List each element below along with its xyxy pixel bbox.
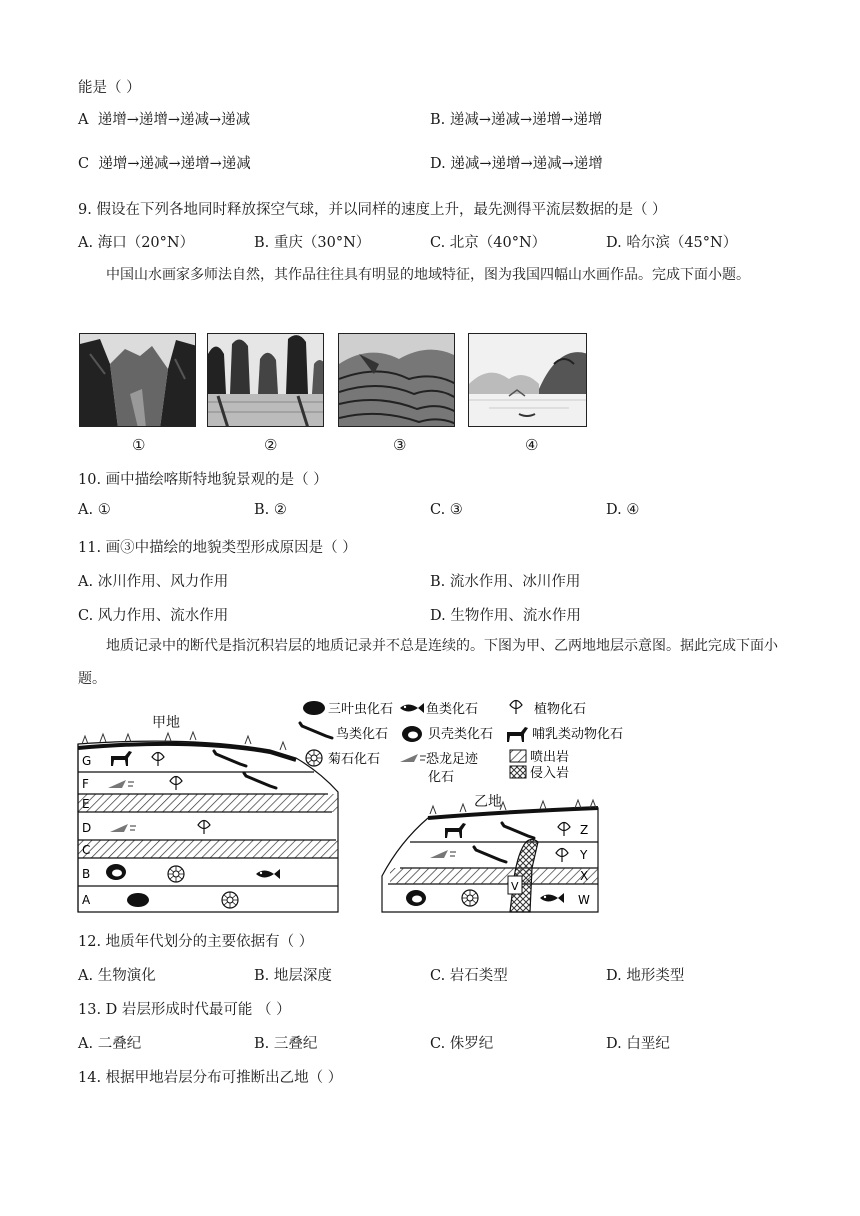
option-text: ② bbox=[273, 502, 287, 518]
option-label: B. bbox=[254, 968, 270, 984]
option-text: 递减→递增→递减→递增 bbox=[450, 156, 603, 172]
option-text: 岩石类型 bbox=[449, 968, 508, 984]
option-text: 白垩纪 bbox=[626, 1036, 670, 1052]
option-text: 三叠纪 bbox=[273, 1036, 318, 1052]
legend-fish: 鱼类化石 bbox=[426, 702, 479, 717]
legend-shell: 贝壳类化石 bbox=[428, 727, 494, 742]
site-b-strata bbox=[382, 800, 598, 912]
option-label: A. bbox=[78, 502, 94, 518]
layer-e-label: E bbox=[82, 797, 90, 811]
q8-option-d[interactable] bbox=[430, 152, 603, 173]
q12-stem: 12. 地质年代划分的主要依据有（ ） bbox=[78, 934, 314, 950]
layer-a-label: A bbox=[82, 893, 91, 907]
site-a-strata bbox=[78, 732, 338, 912]
legend-bird: 鸟类化石 bbox=[336, 727, 389, 742]
q13-option-c[interactable] bbox=[430, 1032, 493, 1053]
option-label: D. bbox=[606, 235, 622, 251]
option-text: 北京（40°N） bbox=[449, 235, 547, 251]
option-label: C. bbox=[430, 1036, 446, 1052]
dino-legend-icon bbox=[400, 754, 426, 762]
layer-d-label: D bbox=[82, 821, 92, 835]
legend-dino-line2: 化石 bbox=[428, 770, 455, 785]
q9-stem: 9. 假设在下列各地同时释放探空气球，并以同样的速度上升，最先测得平流层数据的是（ ） bbox=[78, 202, 667, 218]
legend-plant: 植物化石 bbox=[534, 702, 587, 717]
option-text: 生物演化 bbox=[97, 968, 156, 984]
q9-option-b[interactable] bbox=[254, 231, 370, 252]
option-text: 侏罗纪 bbox=[449, 1036, 494, 1052]
q11-option-c[interactable] bbox=[78, 604, 228, 625]
ammonite-fossil-icon bbox=[168, 866, 184, 882]
option-label: A bbox=[78, 112, 89, 128]
layer-e-hatch bbox=[78, 794, 338, 812]
layer-w-label: W bbox=[578, 893, 590, 907]
trilobite-legend-icon bbox=[303, 701, 325, 715]
layer-y-label: Y bbox=[580, 848, 588, 862]
layer-c-label: C bbox=[82, 843, 91, 857]
strata-diagram bbox=[70, 692, 650, 918]
shell-legend-icon bbox=[402, 726, 422, 742]
option-text: ③ bbox=[449, 502, 463, 518]
legend-ammonite: 菊石化石 bbox=[328, 752, 381, 767]
option-label: D. bbox=[430, 156, 446, 172]
q8-option-c[interactable] bbox=[78, 152, 251, 173]
option-label: A. bbox=[78, 1036, 94, 1052]
painting-1-image bbox=[79, 333, 196, 427]
option-label: B. bbox=[430, 574, 446, 590]
q10-option-b[interactable] bbox=[254, 502, 287, 518]
q10-option-a[interactable] bbox=[78, 502, 111, 518]
painting-2-image bbox=[207, 333, 324, 427]
intro-strata: 地质记录中的断代是指沉积岩层的地质记录并不总是连续的。下图为甲、乙两地地层示意图。据此完成下面小题。 bbox=[78, 638, 778, 687]
ammonite-fossil-icon bbox=[462, 890, 478, 906]
q12-option-b[interactable] bbox=[254, 964, 332, 985]
legend-dino-line1: 恐龙足迹 bbox=[426, 752, 479, 767]
site-b-label: 乙地 bbox=[474, 794, 502, 810]
option-label: C. bbox=[78, 608, 94, 624]
q14-stem: 14. 根据甲地岩层分布可推断出乙地（ ） bbox=[78, 1070, 343, 1086]
ammonite-fossil-icon bbox=[222, 892, 238, 908]
shell-fossil-icon bbox=[106, 864, 126, 880]
layer-c-hatch bbox=[78, 840, 338, 858]
shell-fossil-icon bbox=[406, 890, 426, 906]
layer-x-hatch bbox=[390, 868, 598, 884]
q12-option-d[interactable] bbox=[606, 964, 684, 985]
fish-legend-icon bbox=[400, 703, 424, 713]
painting-label-1: ① bbox=[132, 436, 146, 454]
legend-mammal: 哺乳类动物化石 bbox=[532, 727, 624, 742]
option-label: D. bbox=[430, 608, 446, 624]
ammonite-legend-icon bbox=[306, 750, 322, 766]
option-text: 重庆（30°N） bbox=[273, 235, 371, 251]
intro-paintings: 中国山水画家多师法自然，其作品往往具有明显的地域特征，图为我国四幅山水画作品。完成下面小题。 bbox=[106, 267, 750, 283]
option-text: 递增→递增→递减→递减 bbox=[97, 112, 251, 128]
option-label: A. bbox=[78, 574, 94, 590]
intrusive-legend-swatch bbox=[510, 766, 526, 778]
option-label: B. bbox=[430, 112, 446, 128]
option-label: B. bbox=[254, 1036, 270, 1052]
q13-option-a[interactable] bbox=[78, 1032, 141, 1053]
q12-option-a[interactable] bbox=[78, 964, 156, 985]
option-text: ① bbox=[97, 502, 111, 518]
intrusion-label: V bbox=[511, 880, 519, 893]
q11-option-a[interactable] bbox=[78, 570, 228, 591]
q13-option-b[interactable] bbox=[254, 1032, 317, 1053]
painting-label-3: ③ bbox=[393, 436, 407, 454]
q11-stem: 11. 画③中描绘的地貌类型形成原因是（ ） bbox=[78, 540, 357, 556]
option-text: 二叠纪 bbox=[97, 1036, 142, 1052]
legend-intrusive: 侵入岩 bbox=[530, 766, 570, 781]
layer-g-label: G bbox=[82, 754, 92, 768]
option-text: 海口（20°N） bbox=[97, 235, 195, 251]
option-label: C. bbox=[430, 235, 446, 251]
q11-option-b[interactable] bbox=[430, 570, 580, 591]
q12-option-c[interactable] bbox=[430, 964, 508, 985]
painting-4-image bbox=[468, 333, 587, 427]
option-label: D. bbox=[606, 968, 622, 984]
layer-f-label: F bbox=[82, 777, 89, 791]
q10-option-c[interactable] bbox=[430, 502, 463, 518]
legend-trilobite: 三叶虫化石 bbox=[328, 702, 394, 717]
option-text: 递增→递减→递增→递减 bbox=[98, 156, 251, 172]
q8-option-b[interactable] bbox=[430, 108, 602, 129]
option-label: C bbox=[78, 156, 90, 172]
option-label: B. bbox=[254, 502, 270, 518]
q10-stem: 10. 画中描绘喀斯特地貌景观的是（ ） bbox=[78, 472, 328, 488]
legend bbox=[300, 700, 623, 785]
q9-option-d[interactable] bbox=[606, 231, 737, 252]
option-text: 冰川作用、风力作用 bbox=[97, 574, 229, 590]
option-label: C. bbox=[430, 968, 446, 984]
site-a-label: 甲地 bbox=[152, 715, 180, 731]
option-text: 地形类型 bbox=[626, 968, 685, 984]
painting-3-image bbox=[338, 333, 455, 427]
q8-option-a[interactable] bbox=[78, 108, 250, 129]
bird-legend-icon bbox=[300, 723, 332, 738]
q8-stem-tail: 能是（ ） bbox=[78, 80, 141, 96]
legend-extrusive: 喷出岩 bbox=[530, 750, 570, 765]
option-label: B. bbox=[254, 235, 270, 251]
option-label: A. bbox=[78, 968, 94, 984]
q10-option-d[interactable] bbox=[606, 502, 639, 518]
option-label: A. bbox=[78, 235, 94, 251]
option-text: 地层深度 bbox=[273, 968, 332, 984]
painting-label-4: ④ bbox=[525, 436, 539, 454]
q9-option-c[interactable] bbox=[430, 231, 546, 252]
layer-b-label: B bbox=[82, 867, 91, 881]
option-text: 哈尔滨（45°N） bbox=[626, 235, 738, 251]
option-label: C. bbox=[430, 502, 446, 518]
layer-z-label: Z bbox=[580, 823, 589, 837]
option-text: 生物作用、流水作用 bbox=[450, 608, 581, 624]
option-text: ④ bbox=[626, 502, 640, 518]
q13-option-d[interactable] bbox=[606, 1032, 670, 1053]
layer-x-label: X bbox=[580, 869, 589, 883]
q13-stem: 13. D 岩层形成时代最可能 （ ） bbox=[78, 1002, 291, 1018]
option-text: 风力作用、流水作用 bbox=[97, 608, 229, 624]
q9-option-a[interactable] bbox=[78, 231, 194, 252]
option-label: D. bbox=[606, 502, 622, 518]
q11-option-d[interactable] bbox=[430, 604, 581, 625]
mammal-legend-icon bbox=[507, 727, 528, 742]
option-label: D. bbox=[606, 1036, 622, 1052]
plant-legend-icon bbox=[510, 700, 522, 714]
extrusive-legend-swatch bbox=[510, 750, 526, 762]
option-text: 递减→递减→递增→递增 bbox=[449, 112, 603, 128]
painting-label-2: ② bbox=[264, 436, 278, 454]
trilobite-fossil-icon bbox=[127, 893, 149, 907]
option-text: 流水作用、冰川作用 bbox=[449, 574, 581, 590]
